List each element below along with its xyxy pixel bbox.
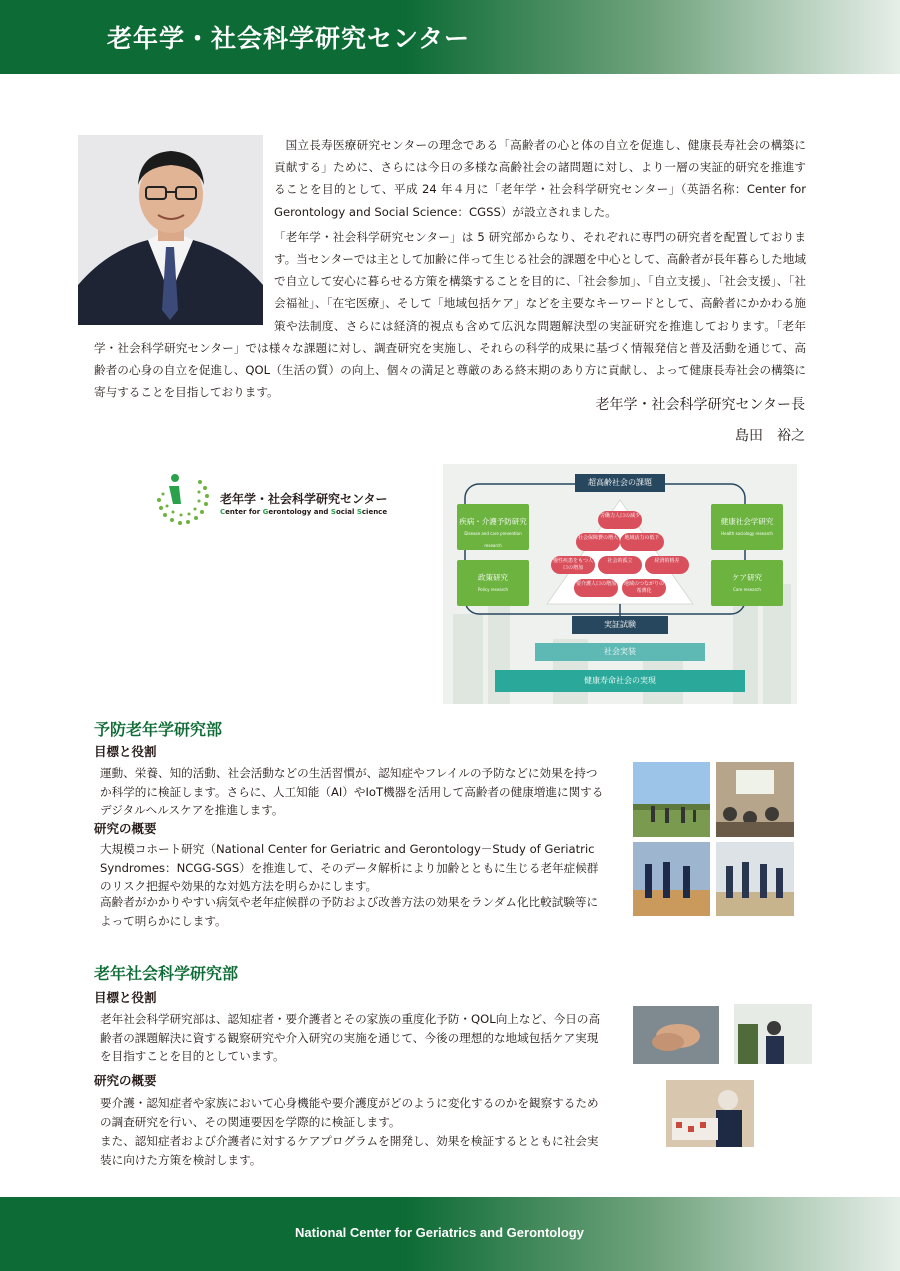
section-2-overview-text-1: 要介護・認知症者や家族において心身機能や要介護度がどのように変化するのかを観察するための調査研究を行い、その関連要因を学際的に検証します。 [100, 1096, 599, 1129]
photo-caregiving [734, 1004, 812, 1064]
diagram-issue-pill: 地域活力の低下 [620, 533, 664, 551]
diagram-issue-pill: 慢性疾患をもつ人口の増加 [551, 556, 595, 574]
photo-exercise-2 [716, 842, 794, 916]
cgss-logo [155, 470, 405, 532]
page-title: 老年学・社会科学研究センター [107, 24, 471, 53]
diagram-box-policy: 政策研究 Policy research [457, 560, 529, 606]
diagram-issue-pill: 経済的格差 [645, 556, 689, 574]
section-1-goal-text: 運動、栄養、知的活動、社会活動などの生活習慣が、認知症やフレイルの予防などに効果を持つか科学的に検証します。さらに、人工知能（AI）やIoT機器を活用して高齢者の健康増進に関するデジタルヘルスケアを推進します。 [100, 766, 604, 818]
photo-activity [666, 1080, 754, 1147]
footer-organization-name: National Center for Geriatrics and Gerontology [295, 1225, 584, 1240]
section-2-goal-heading: 目標と役割 [94, 990, 157, 1005]
diagram-top-label: 超高齢社会の課題 [575, 474, 665, 492]
diagram-issue-pill: 社会保障費の増大 [576, 533, 620, 551]
section-2-overview-text-2: また、認知症者および介護者に対するケアプログラムを開発し、効果を検証するとともに社会実装に向けた方策を検討します。 [100, 1134, 599, 1167]
logo-mark-icon [155, 470, 215, 532]
section-1-overview-heading: 研究の概要 [94, 821, 157, 836]
logo-english-name: Center for Gerontology and Social Science [220, 508, 388, 516]
diagram-box-health-sociology: 健康社会学研究 Health sociology research [711, 504, 783, 550]
diagram-issue-pill: 労働力人口の減少 [598, 511, 642, 529]
section-1-overview-text-2: 高齢者がかかりやすい病気や老年症候群の予防および改善方法の効果をランダム化比較試験等によって明らかにします。 [100, 895, 599, 928]
intro-paragraph-2: 「老年学・社会科学研究センター」は 5 研究部からなり、それぞれに専門の研究者を配置しております。当センターでは主として加齢に伴って生じる社会的課題を中心として、高齢者が長年暮らした地域で自立して安心に暮らせる方策を構築することを目的に、「社会参加」、「自立支援」、「社会支援」、「社会福祉」、「在宅医療」、そして「地域包括ケア」などを主要なキーワードとして、高齢者にかかわる施策や法制度、さらには経済的視点も含めて広汎な問題解決型の実証研究を推進しております。「老年学・社会科学研究センター」では様々な課題に対し、調査研究を実施し、それらの科学的成果に基づく情報発信と普及活動を通じて、高齢者の心身の自立を促進し、QOL（生活の質）の向上、個々の満足と尊厳のある終末期のあり方に貢献し、よって健康長寿社会の構築に寄与することを目指しております。 [94, 229, 806, 400]
diagram-issue-pill: 地域のつながりの希薄化 [622, 579, 666, 597]
diagram-bar-goal: 健康寿命社会の実現 [495, 670, 745, 692]
photo-outdoor-walking [633, 762, 710, 837]
diagram-box-disease-prevention: 疾病・介護予防研究 Disease and care prevention research [457, 504, 529, 550]
photo-exercise-1 [633, 842, 710, 916]
intro-paragraph-1: 国立長寿医療研究センターの理念である「高齢者の心と体の自立を促進し、健康長寿社会の構築に貢献する」ために、さらには今日の多様な高齢社会の諸問題に対し、より一層の実証的研究を推進することを目的として、平成 24 年４月に「老年学・社会科学研究センター」（英語名称：Center for Gerontology and Social Science：CGSS）が設立されました。 [274, 138, 806, 219]
research-structure-diagram [443, 464, 797, 704]
diagram-issue-pill: 要介護人口の増加 [574, 579, 618, 597]
section-title-preventive-gerontology: 予防老年学研究部 [94, 720, 223, 739]
section-1-goal-heading: 目標と役割 [94, 744, 157, 759]
photo-holding-hands [633, 1006, 719, 1064]
footer-banner [0, 1197, 900, 1271]
section-2-goal-text: 老年社会科学研究部は、認知症者・要介護者とその家族の重度化予防・QOL向上など、今日の高齢者の課題解決に資する観察研究や介入研究の実施を通じて、今後の理想的な地域包括ケア実現を目指すことを目的としています。 [100, 1012, 601, 1064]
diagram-bar-trial: 実証試験 [572, 616, 668, 634]
section-1-overview-text-1: 大規模コホート研究（National Center for Geriatric and Gerontology－Study of Geriatric Syndromes：NCGG-SGS）を推進して、そのデータ解析により加齢とともに生じる老年症候群のリスク把握や効果的な対処方法を明らかにします。 [100, 842, 599, 894]
intro-text [94, 134, 806, 406]
section-2-overview-heading: 研究の概要 [94, 1073, 157, 1088]
diagram-box-care: ケア研究 Care research [711, 560, 783, 606]
logo-japanese-name: 老年学・社会科学研究センター [220, 492, 388, 506]
signature-title: 老年学・社会科学研究センター長 [595, 397, 805, 413]
header-banner [0, 0, 900, 74]
section-title-social-gerontology: 老年社会科学研究部 [94, 964, 239, 983]
diagram-issue-pill: 社会的孤立 [598, 556, 642, 574]
photo-classroom [716, 762, 794, 837]
diagram-bar-implementation: 社会実装 [535, 643, 705, 661]
signature-name: 島田 裕之 [735, 428, 805, 444]
